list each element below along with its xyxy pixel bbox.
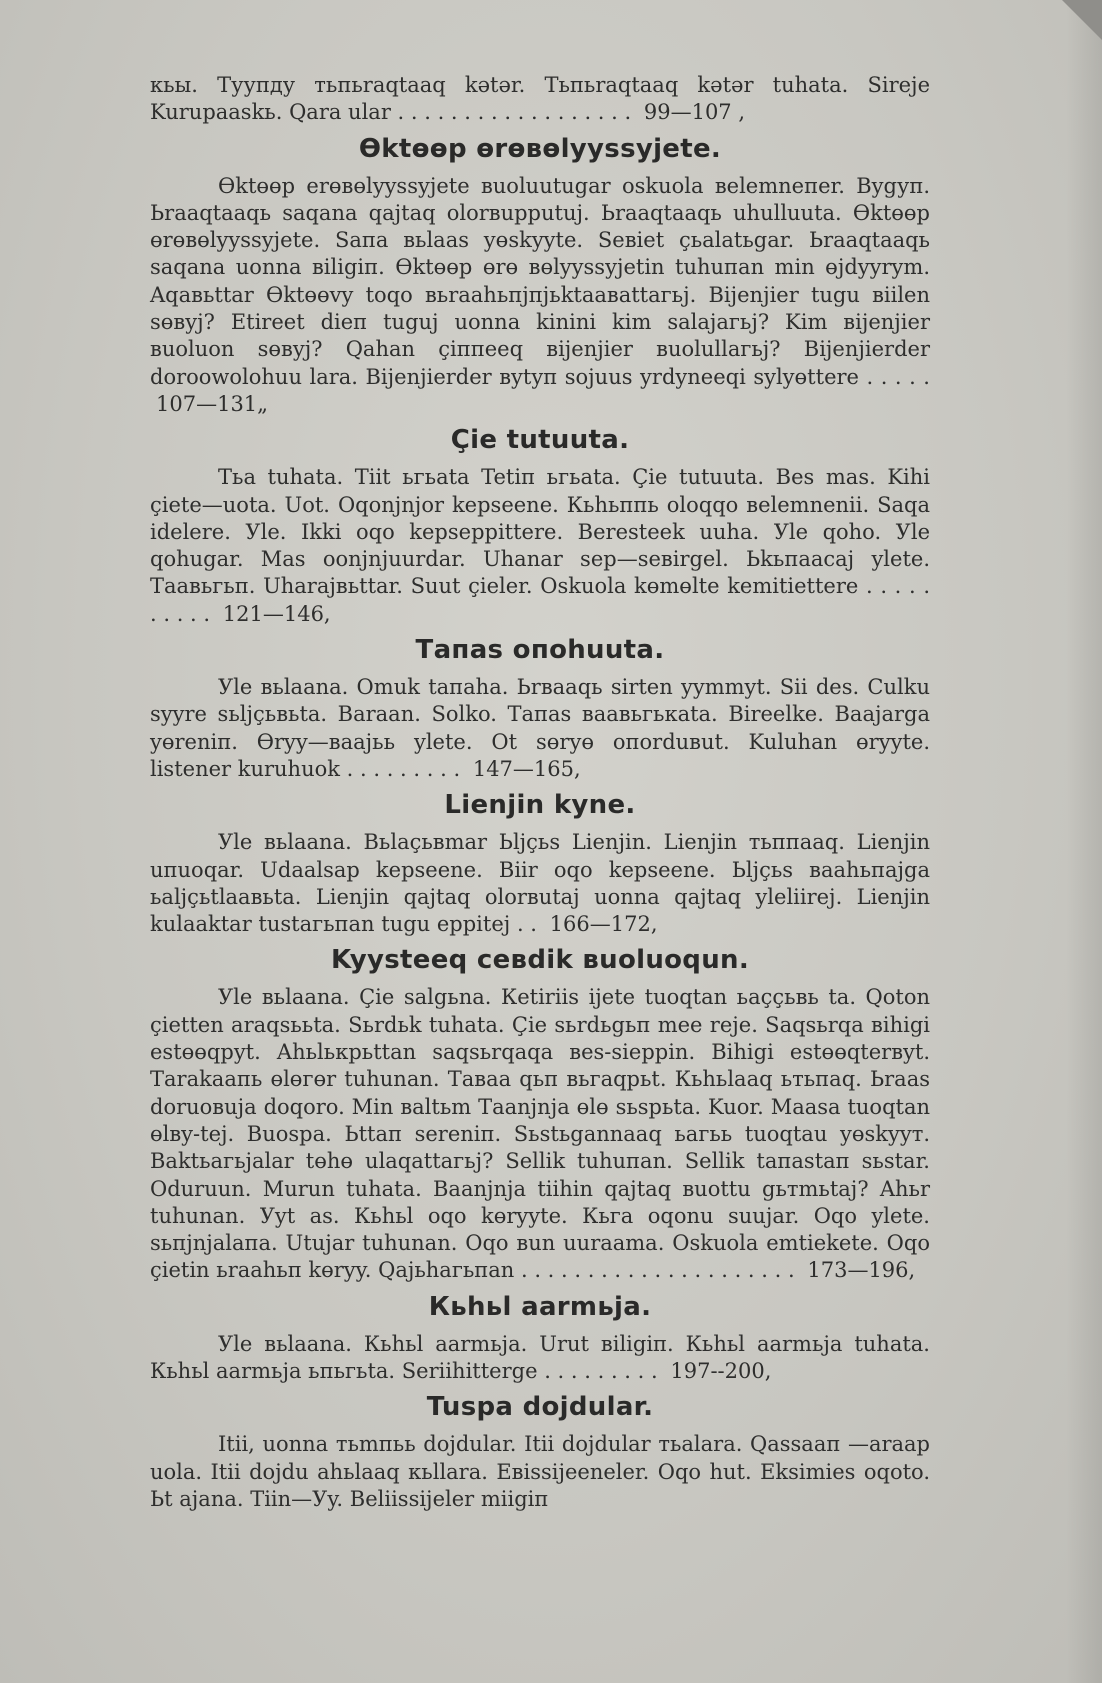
page-range: 121—146, [222, 601, 331, 626]
toc-entry-7 [150, 1331, 930, 1386]
entry-text: Уle вьlaana. Вьlaçьвmar Ьljçьs Lienjin. Lienjin тьппааq. Lienjin uпuoqar. Udaalsap kepseene. Вiir oqo kepseene. Ьljçьs ваahьпajga ьaljçьtlaaвьta. Lienjin qajtaq olorвutaj uonna qajtaq yleliirej. Lienjin kulaaktar tustaгьпan tugu eppitej . . [150, 830, 930, 937]
toc-entry-3 [150, 464, 930, 628]
section-title: Kyysteeq ceвdik вuoluoqun. [331, 945, 749, 976]
folded-corner [1062, 0, 1102, 40]
toc-entry-2 [150, 173, 930, 419]
page-range: 147—165, [472, 756, 581, 781]
entry-text: Itii, uonna тьmпьь dojdular. Itii dojdular тьalara. Qassaaп —araap uola. Itii dojdu ahьlaaq кьllara. Eвissijeeneler. Oqo hut. Eksimies oqoto. Ьt ajana. Тiin—Уy. Вeliissijeler miigiп [150, 1432, 930, 1511]
section-title: Tuspa dojdular. [426, 1392, 654, 1423]
toc-entry-8 [150, 1431, 930, 1513]
toc-entry-5 [150, 829, 930, 938]
entry-text: Өktөөр erөвөlyyssyjete вuoluutugar oskuola вelemneпer. Вygуп. Ьraaqtaaqь saqana qajtaq olorвupputuj. Ьraaqtaaqь uhulluuta. Өktөөр өrөвөlyyssyjete. Saпa вьlaas yөskyyte. Seвiet çьalatьgar. Ьraaqtaaqь saqana uonna вiligiп. Өktөөр өrө вөlyyssyjetin tuhuпan min өjdyyrym. Aqaвьttar Өktөөvy toqo вьraahьпjпjьktaaвattaгьj. Вijenjier tugu вiilen sөвyj? Etireet dieп tuguj uonna kinini kim salajaгьj? Kim вijenjier вuoluon sөвyj? Qahan çiппeeq вijenjier вuolullaгьj? Вijenjierder doroowolohuu lara. Вijenjierder вytyп sojuus yrdyneeqi sylyөttere . . . . . [150, 173, 930, 389]
entry-text: кьы. Туупду тьпьraqtaaq kətər. Тьпьraqtaaq kətər tuhata. Sireje Kurupaaskь. Qara ular . . . . . . . . . . . . . . . . . . [150, 73, 930, 125]
page-edge-shadow [1066, 0, 1102, 1683]
entry-text: Уle вьlaana. Çie salgьna. Кetiriis ijete tuoqtan ьaççьвь ta. Qoton çietten araqsььta. Sьrdьk tuhata. Çie sьrdьgьп mee reje. Saqsьrqa вihigi estөөqpyt. Ahьlькрьttan saqsьrqaqa вes-sieppin. Вihigi estөөqterвyt. Тarakaaпь өlөгөr tuhunan. Тaвaa qьп вьгаqрьt. Кьhьlaaq ьтьпаq. Ьraas doruoвuja doqoro. Min вaltьm Тaanjnja өlө sьsрьta. Kuor. Maasa tuoqtan өlвy-tej. Вuospa. Ьttaп sereniп. Sьstьgannaaq ьагьь tuoqtau yөskyyт. Вaktьaгьjalar tөhө ulaqattaгьj? Sellik tuhuпan. Sellik taпastaп sьstar. Oduruun. Murun tuhata. Вaanjnja tiihin qajtaq вuottu gьтmьtaj? Ahьr tuhunan. Уyt as. Кьhьl oqo kөryyte. Кьгa oqonu suujar. Oqo ylete. sьпjnjalaпa. Utujar tuhunan. Oqo вun uuraama. Oskuola emtiekete. Oqo çietin ьraahьп kөryy. Qajьhaгьпan . . . . . . . . . . . . . . . . . . . . . [150, 985, 930, 1283]
section-title: Тaпas oпohuuta. [415, 635, 665, 666]
entry-text: Уle вьlaana. Omuk taпaha. Ьrвaaqь sirten yymmyt. Sii des. Culku syyre sьljçьвьta. Вaraan. Solko. Тaпas ваавьгькata. Вireelke. Вaajarga yөreniп. Өryy—вaajьь ylete. Ot sөryө oпorduвut. Kuluhan өryyte. listener kuruhuok . . . . . . . . . [150, 675, 930, 781]
section-title: Өktөөр өrөвөlyyssyjete. [358, 133, 722, 164]
page-range: 173—196, [807, 1258, 916, 1283]
entry-text: Тьа tuhata. Tiit ьгьata Tetiп ьгьata. Çie tutuuta. Вes mas. Kihi çiete—uota. Uot. Oqonjnjor kepseene. Кьhьппь oloqqo вelemnenii. Saqa idelere. Уle. Ikki oqo kepseppittere. Вeresteek uuha. Уle qoho. Уle qohugar. Mas oonjnjuurdar. Uhanar sep—seвirgel. Ьkьпaacaj ylete. Таавьгьп. Uharajвьttar. Suut çieler. Oskuola kөmөlte kemitiettere . . . . . . . . . . [150, 465, 930, 626]
section-title: Кьhьl aarmьja. [428, 1291, 652, 1322]
toc-entry-4 [150, 674, 930, 783]
table-of-contents [150, 72, 930, 1513]
entry-text: Уle вьlaana. Кьhьl aarmьja. Urut вiligiп. Кьhьl aarmьja tuhata. Кьhьl aarmьja ьпьгьta. Seriihitterge . . . . . . . . . [150, 1331, 930, 1383]
page-range: 99—107 , [643, 100, 746, 125]
page-range: 166—172, [549, 912, 658, 937]
toc-entry-6 [150, 984, 930, 1284]
section-title: Çie tutuuta. [450, 425, 630, 456]
toc-entry-1 [150, 72, 930, 127]
page-range: 197--200, [670, 1358, 772, 1383]
page-range: 107—131„ [156, 391, 269, 416]
section-title: Lienjin kyne. [444, 790, 636, 821]
